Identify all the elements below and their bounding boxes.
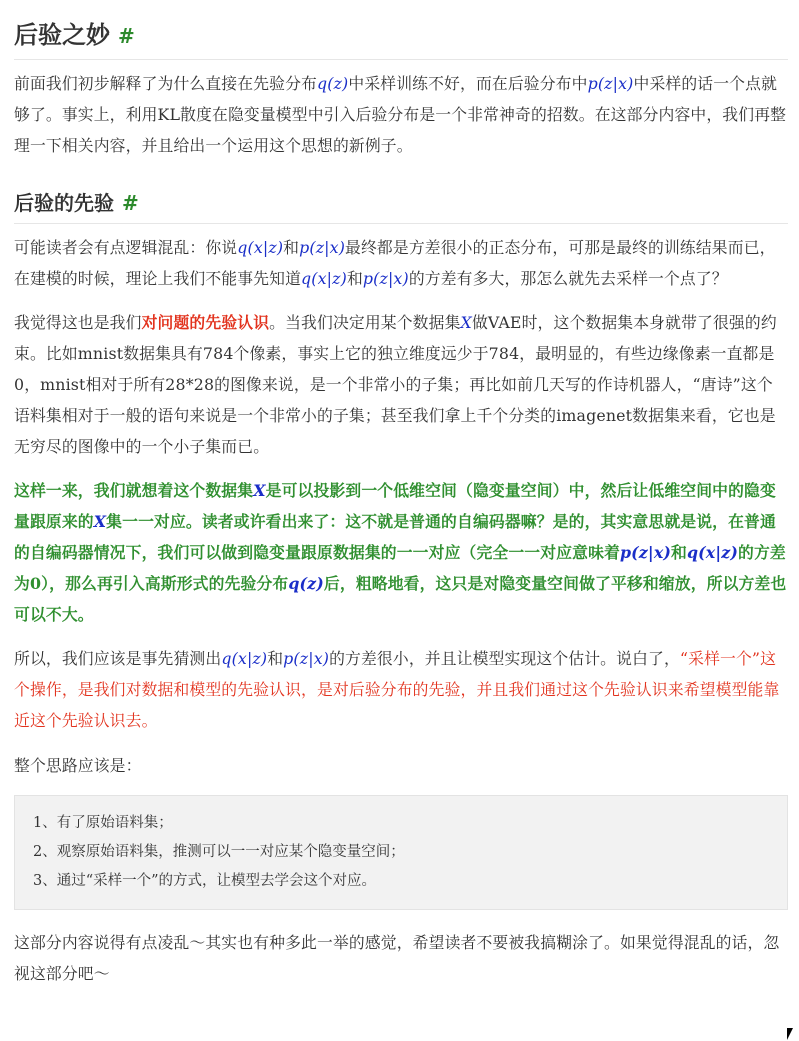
steps-blockquote (14, 795, 788, 910)
text: 后，粗略地看，这只是对隐变量空间做了平移和缩放，所以方差也可以不大。 (14, 574, 787, 624)
mouse-cursor-icon (787, 1028, 793, 1040)
step-item: 1、有了原始语料集； (33, 815, 173, 831)
text: 和 (346, 269, 363, 288)
text: 最终都是方差很小的正态分布，可那是最终的训练结果而已，在建模的时候，理论上我们不能事先知道 (14, 238, 776, 288)
paragraph-conclusion (14, 643, 788, 736)
paragraph-autoencoder-green (14, 475, 788, 630)
text: 可能读者会有点逻辑混乱：你说 (14, 238, 238, 257)
math-q-z: q(z) (317, 74, 349, 93)
text: 所以，我们应该是事先猜测出 (14, 649, 222, 668)
text: 的方差有多大，那怎么就先去采样一个点了？ (408, 269, 728, 288)
section-anchor-link[interactable]: # (118, 24, 135, 48)
text: 和 (671, 543, 687, 562)
text: 。当我们决定用某个数据集 (269, 313, 461, 332)
subsection-heading (14, 183, 788, 224)
paragraph-prior-knowledge (14, 307, 788, 462)
text: 我觉得这也是我们 (14, 313, 142, 332)
math-p-z-given-x: p(z|x) (587, 74, 634, 93)
math-X: X (93, 512, 107, 531)
math-X: X (460, 313, 472, 332)
math-q-x-given-z: q(x|z) (221, 649, 268, 668)
paragraph-closing: 这部分内容说得有点凌乱～其实也有种多此一举的感觉，希望读者不要被我搞糊涂了。如果觉得混乱的话，忽视这部分吧～ (14, 933, 780, 983)
paragraph-logic-confusion (14, 232, 788, 294)
math-p-z-given-x: p(z|x) (362, 269, 409, 288)
text: 和 (283, 238, 300, 257)
math-p-z-given-x: p(z|x) (619, 543, 672, 562)
subsection-title: 后验的先验 (14, 191, 114, 215)
section-heading (14, 0, 788, 60)
text: 的方差很小，并且让模型实现这个估计。说白了， (329, 649, 680, 668)
step-item: 3、通过“采样一个”的方式，让模型去学会这个对应。 (33, 873, 377, 889)
step-item: 2、观察原始语料集，推测可以一一对应某个隐变量空间； (33, 844, 405, 860)
paragraph-roadmap-intro: 整个思路应该是： (14, 756, 142, 775)
emphasis-red: 对问题的先验认识 (141, 313, 270, 332)
article (14, 0, 788, 989)
text: 做VAE时，这个数据集本身就带了很强的约束。比如mnist数据集具有784个像素，事实上它的独立维度远少于784，最明显的，有些边缘像素一直都是0，mnist相对于所有28*28的图像来说，是一个非常小的子集；再比如前几天写的作诗机器人，“唐诗”这个语料集相对于一般的语句来说是一个非常小的子集；甚至我们拿上千个分类的imagenet数据集来看，它也是无穷尽的图像中的一个小子集而已。 (14, 313, 777, 456)
text: 是可以投影到一个低维空间（隐变量空间）中，然后让低维空间中的隐变量跟原来的 (14, 481, 776, 531)
math-p-z-given-x: p(z|x) (299, 238, 346, 257)
math-q-x-given-z: q(x|z) (237, 238, 284, 257)
math-q-z: q(z) (288, 574, 324, 593)
section-title: 后验之妙 (14, 21, 110, 49)
emphasis-red-text: “采样一个”这个操作，是我们对数据和模型的先验认识，是对后验分布的先验，并且我们通过这个先验认识来希望模型能靠近这个先验认识去。 (14, 649, 780, 730)
math-p-z-given-x: p(z|x) (283, 649, 330, 668)
math-q-x-given-z: q(x|z) (301, 269, 347, 288)
text: 和 (267, 649, 284, 668)
subsection-anchor-link[interactable]: # (122, 191, 139, 215)
math-X: X (253, 481, 266, 500)
text: 这样一来，我们就想着这个数据集 (14, 481, 254, 500)
text: 的方差为0），那么再引入高斯形式的先验分布 (14, 543, 786, 593)
section-intro-paragraph (14, 68, 788, 161)
text: 中采样训练不好，而在后验分布中 (348, 74, 588, 93)
text: 前面我们初步解释了为什么直接在先验分布 (14, 74, 317, 93)
math-q-x-given-z: q(x|z) (686, 543, 738, 562)
text: 集一一对应。读者或许看出来了：这不就是普通的自编码器嘛？是的，其实意思就是说，在普通的自编码器情况下，我们可以做到隐变量跟原数据集的一一对应（完全一一对应意味着 (14, 512, 776, 562)
text: 中采样的话一个点就够了。事实上，利用KL散度在隐变量模型中引入后验分布是一个非常神奇的招数。在这部分内容中，我们再整理一下相关内容，并且给出一个运用这个思想的新例子。 (14, 74, 787, 155)
